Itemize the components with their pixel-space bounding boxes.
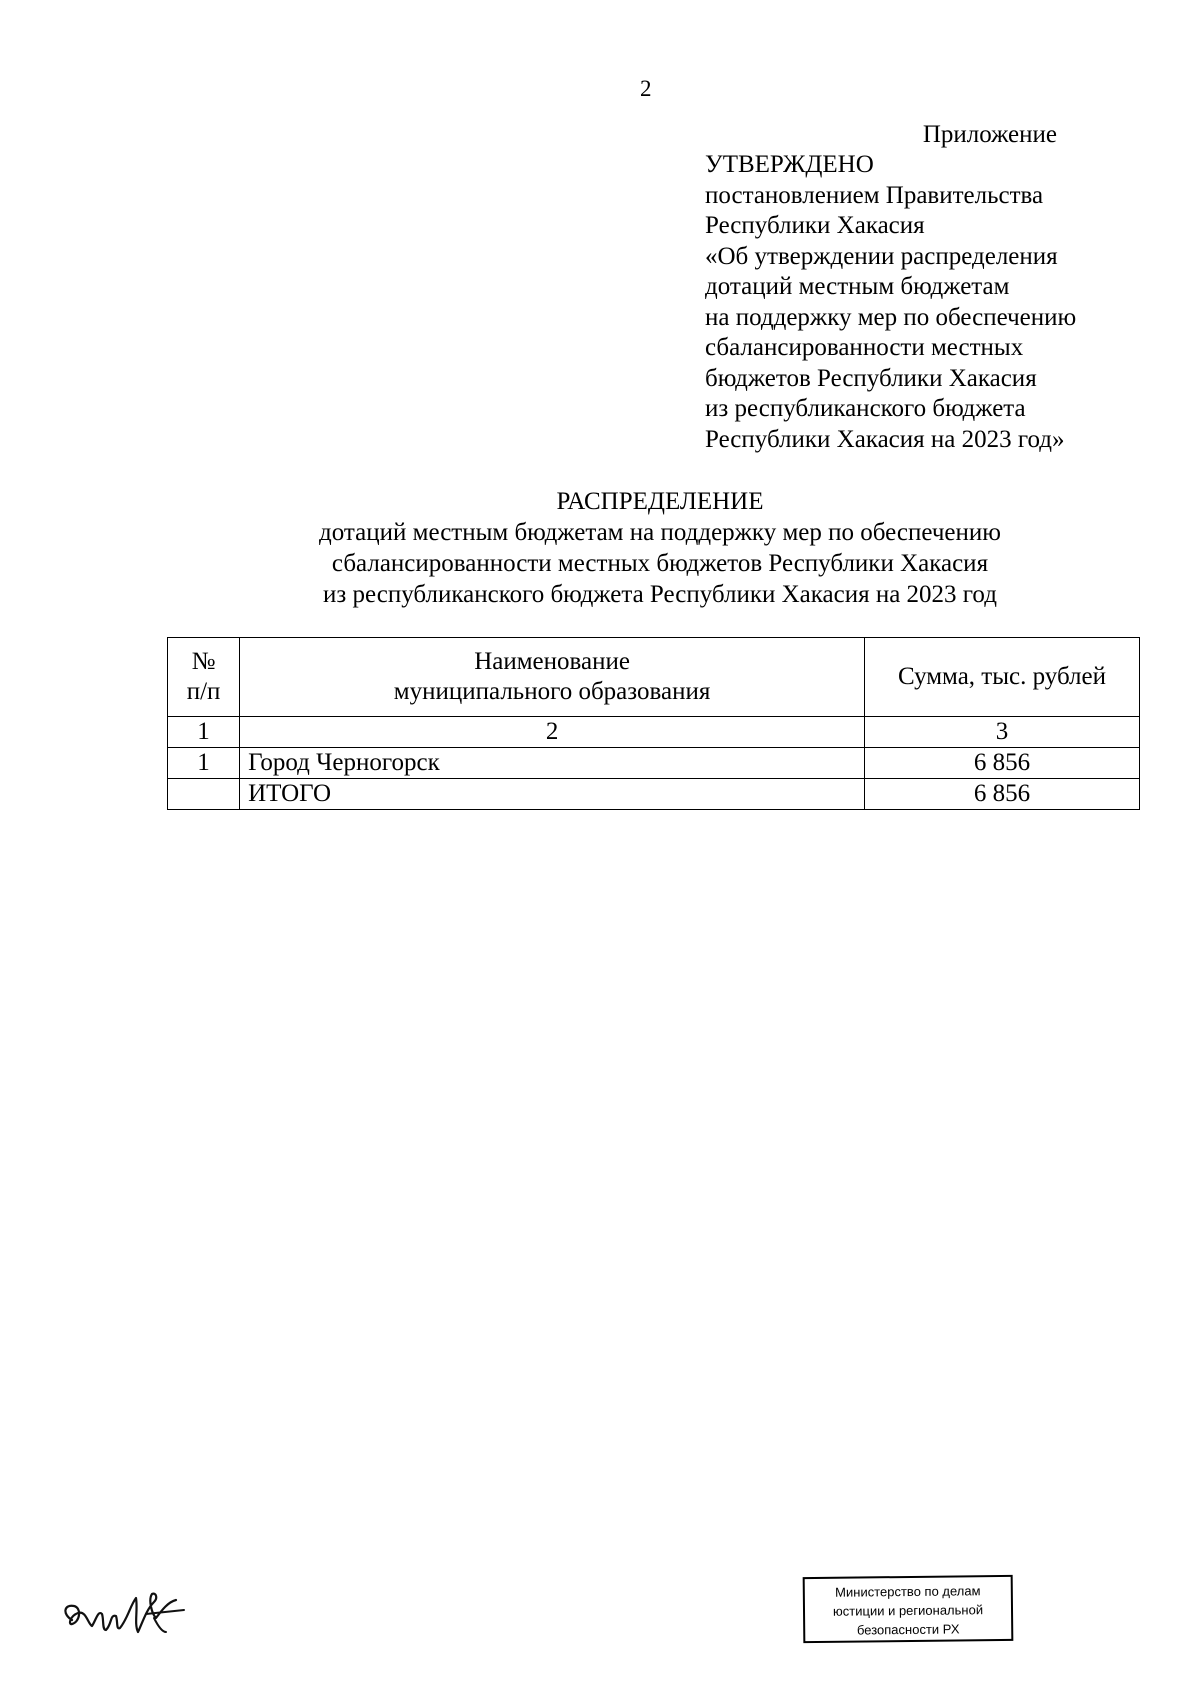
distribution-table bbox=[167, 637, 1140, 810]
header-name-line: Наименование bbox=[474, 648, 630, 675]
approval-line: Республики Хакасия на 2023 год» bbox=[705, 425, 1065, 453]
column-number: 3 bbox=[865, 717, 1140, 748]
amount: 6 856 bbox=[865, 748, 1140, 779]
total-row bbox=[168, 779, 1140, 810]
header-number-symbol: № bbox=[191, 648, 216, 675]
heading-line: из республиканского бюджета Республики Хакасия на 2023 год bbox=[323, 581, 997, 608]
header-number-abbrev: п/п bbox=[186, 678, 221, 705]
total-number bbox=[168, 779, 240, 810]
page-number: 2 bbox=[640, 76, 652, 101]
heading-title: РАСПРЕДЕЛЕНИЕ bbox=[556, 488, 764, 515]
heading-line: дотаций местным бюджетам на поддержку мер по обеспечению bbox=[319, 519, 1001, 546]
stamp-line: Министерство по делам bbox=[835, 1583, 981, 1600]
header-name-line: муниципального образования bbox=[393, 678, 711, 705]
total-amount: 6 856 bbox=[865, 779, 1140, 810]
registration-stamp bbox=[803, 1575, 1014, 1643]
appendix-label: Приложение bbox=[922, 121, 1057, 148]
column-number: 2 bbox=[240, 717, 865, 748]
municipality-name: Город Черногорск bbox=[240, 748, 865, 779]
stamp-line: безопасности РХ bbox=[856, 1621, 960, 1638]
approval-block bbox=[705, 150, 1076, 455]
column-number: 1 bbox=[168, 717, 240, 748]
approval-line: постановлением Правительства bbox=[705, 181, 1044, 209]
approval-line: Республики Хакасия bbox=[705, 212, 925, 239]
row-number: 1 bbox=[168, 748, 240, 779]
document-heading bbox=[160, 486, 1160, 610]
approval-line: из республиканского бюджета bbox=[705, 395, 1026, 422]
heading-line: сбалансированности местных бюджетов Республики Хакасия bbox=[331, 550, 989, 577]
approval-line: дотаций местным бюджетам bbox=[705, 273, 1010, 300]
approval-line: бюджетов Республики Хакасия bbox=[705, 364, 1037, 392]
table-header-row bbox=[168, 638, 1140, 717]
table-row bbox=[168, 748, 1140, 779]
approval-line: «Об утверждении распределения bbox=[705, 242, 1058, 270]
header-name-cell bbox=[240, 638, 865, 717]
header-number-cell bbox=[168, 638, 240, 717]
handwritten-signature bbox=[58, 1580, 208, 1645]
approval-line: на поддержку мер по обеспечению bbox=[705, 303, 1077, 331]
approval-line: сбалансированности местных bbox=[705, 334, 1024, 361]
header-sum-cell: Сумма, тыс. рублей bbox=[865, 638, 1140, 717]
stamp-line: юстиции и региональной bbox=[832, 1602, 984, 1619]
column-number-row bbox=[168, 717, 1140, 748]
total-label: ИТОГО bbox=[240, 779, 865, 810]
approval-title: УТВЕРЖДЕНО bbox=[705, 151, 874, 178]
